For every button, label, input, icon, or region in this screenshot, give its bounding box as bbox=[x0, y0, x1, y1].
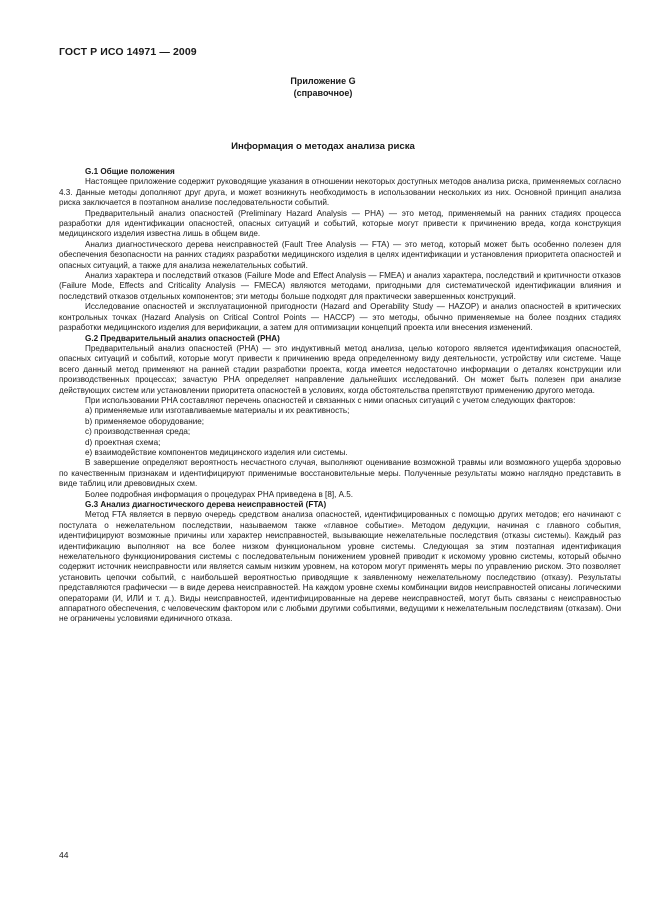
list-item: d) проектная схема; bbox=[85, 437, 161, 447]
paragraph: Исследование опасностей и эксплуатационной пригодности (Hazard and Operability Study — HAZOP) и анализ опасностей в критических контрольных точках (Hazard Analysis on Critical Control Points — HACCP) — это методы, обычно применяемые на более поздних стадиях разработки медицинского изделия для верификации, а затем для оптимизации концепций проекта или внесения изменений. bbox=[59, 302, 621, 333]
list-item: a) применяемые или изготавливаемые материалы и их реактивность; bbox=[85, 406, 350, 416]
paragraph: Метод FTA является в первую очередь средством анализа опасностей, идентифицированных с помощью других методов; его начинают с постулата о нежелательном последствии, называемом также «главное событие». Методом дедукции, начиная с главного события, идентифицируют возможные причины или характер неисправностей, вызывающие нежелательные последствия (отказы системы). Каждый раз идентификацию выполняют на все более низком функциональном уровне системы. Следующая за этим поэтапная идентификация нежелательного функционирования системы с последовательным понижением уровней приводит к искомому уровню системы, который обычно содержит источник неисправности или является самым низким уровнем, на котором могут применять меры по управлению риском. Это позволяет установить цепочки событий, с наибольшей вероятностью приводящие к заявленному нежелательному последствию (отказу). Результаты представляются графически — в виде дерева неисправностей. На каждом уровне схемы комбинации видов неисправностей описаны логическими операторами (И, ИЛИ и т. д.). Виды неисправностей, идентифицированные на дереве неисправностей, могут быть связаны с неисправностью аппаратного обеспечения, с человеческим фактором или с любыми другими событиями, ведущими к нежелательным последствиям (отказам). Они не ограничены условиями единичного отказа. bbox=[59, 510, 621, 624]
document-body bbox=[59, 167, 621, 625]
standard-header: ГОСТ Р ИСО 14971 — 2009 bbox=[59, 46, 197, 58]
paragraph: Предварительный анализ опасностей (PHA) — это индуктивный метод анализа, целью которого является идентификация опасностей, опасных ситуаций и событий, которые могут привести к причинению вреда определенному виду деятельности, устройству или системе. Чаще всего данный метод применяют на ранней стадии разработки проекта, когда имеется недостаточно информации о деталях конструкции или производственных процессах; зачастую PHA определяет направление дальнейших исследований. Он может быть полезен при анализе действующих систем или установлении приоритета опасностей в условиях, когда обстоятельства препятствуют применению другого метода. bbox=[59, 343, 621, 395]
paragraph: Анализ характера и последствий отказов (Failure Mode and Effect Analysis — FMEA) и анализ характера, последствий и критичности отказов (Failure Mode, Effects and Criticality Analysis — FMECA) являются методами, пригодными для систематической идентификации влияния и последствий отказов отдельных компонентов; эти методы больше подходят для практически завершенных конструкций. bbox=[59, 271, 621, 301]
paragraph: Анализ диагностического дерева неисправностей (Fault Tree Analysis — FTA) — это метод, который может быть особенно полезен для обеспечения безопасности на ранних стадиях разработки медицинского изделия в целях идентификации и установления приоритета опасностей и опасных ситуаций, а также для анализа нежелательных событий. bbox=[59, 239, 621, 270]
paragraph: При использовании PHA составляют перечень опасностей и связанных с ними опасных ситуаций с учетом следующих факторов: bbox=[85, 395, 576, 405]
paragraph: Предварительный анализ опасностей (Preliminary Hazard Analysis — PHA) — это метод, применяемый на ранних стадиях процесса разработки для идентификации опасностей, опасных ситуаций и событий, которые могут привести к причинению вреда, когда конструкция медицинского изделия известна лишь в общем виде. bbox=[59, 208, 621, 239]
list-item: c) производственная среда; bbox=[85, 427, 191, 437]
paragraph: Более подробная информация о процедурах PHA приведена в [8], A.5. bbox=[85, 489, 354, 499]
paragraph: В завершение определяют вероятность несчастного случая, выполняют оценивание возможной травмы или возможного ущерба здоровью по качественным признакам и идентифицируют применимые восстановительные меры. Полученные результаты можно наглядно представить в виде таблиц или древовидных схем. bbox=[59, 458, 621, 489]
section-g3-heading: G.3 Анализ диагностического дерева неисправностей (FTA) bbox=[85, 500, 327, 509]
list-item: b) применяемое оборудование; bbox=[85, 416, 205, 426]
appendix-heading bbox=[0, 76, 646, 99]
paragraph: Настоящее приложение содержит руководящие указания в отношении некоторых доступных методов анализа риска, применяемых согласно 4.3. Данные методы дополняют друг друга, и может возникнуть необходимость в использовании нескольких из них. Основной принцип анализа риска заключается в поэтапном анализе последовательности событий. bbox=[59, 177, 621, 208]
appendix-kind: (справочное) bbox=[293, 87, 353, 98]
list-item: e) взаимодействие компонентов медицинского изделия или системы. bbox=[85, 447, 348, 457]
section-g2-heading: G.2 Предварительный анализ опасностей (PHA) bbox=[85, 333, 280, 343]
page-number: 44 bbox=[59, 850, 69, 860]
section-g1-heading: G.1 Общие положения bbox=[85, 167, 175, 176]
page-title: Информация о методах анализа риска bbox=[231, 141, 415, 152]
appendix-name: Приложение G bbox=[290, 76, 356, 86]
